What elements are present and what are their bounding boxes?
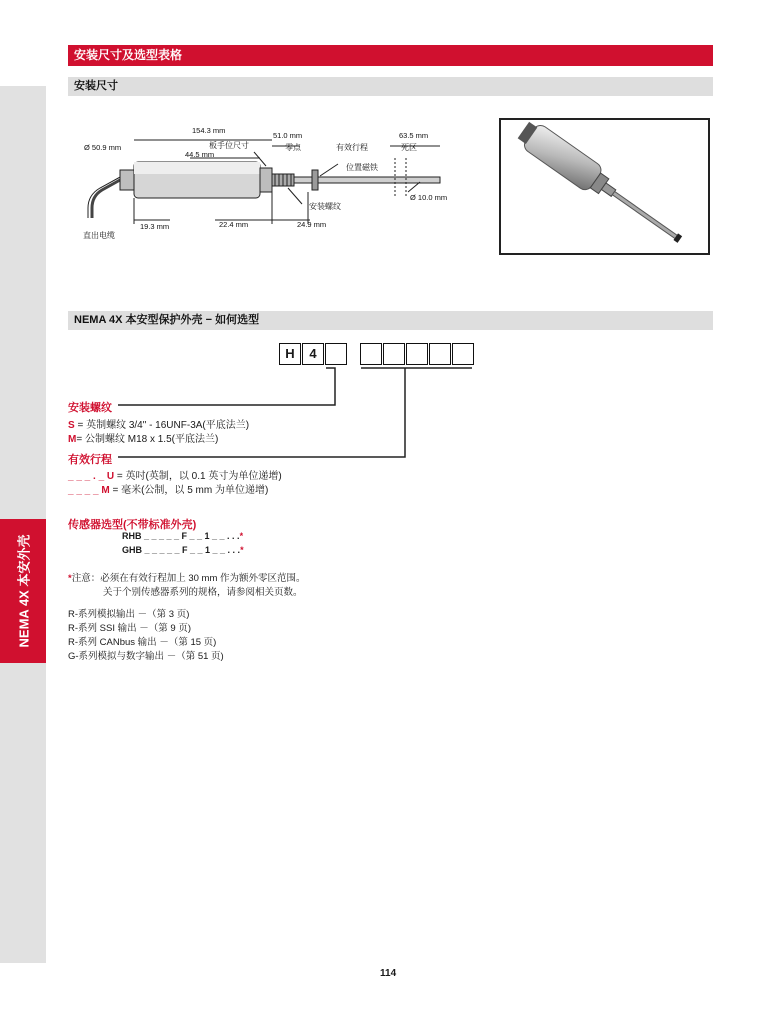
thread-option-m: [68, 430, 218, 445]
note-line-1: [68, 570, 306, 584]
dim-63-5: 63.5 mm: [399, 131, 429, 140]
dim-51-0: 51.0 mm: [273, 131, 303, 140]
label-dead-zone: 死区: [401, 143, 417, 152]
label-zero-point: 零点: [285, 143, 301, 152]
dim-22-4: 22.4 mm: [219, 220, 249, 229]
note-text-1: 注意：必须在有效行程加上 30 mm 作为额外零区范围。: [71, 573, 306, 584]
dim-19-3: 19.3 mm: [140, 222, 170, 231]
ref-g-analog-digital: G-系列模拟与数字输出 －（第 51 页): [68, 651, 224, 662]
sensor-ghb-code: GHB _ _ _ _ _ F _ _ 1 _ _ . . .: [122, 545, 241, 555]
section-title-dimensions: 安装尺寸: [68, 77, 713, 96]
dim-diameter-body: Ø 50.9 mm: [84, 143, 122, 152]
stroke-option-m: [68, 481, 268, 496]
stroke-prefix-m: _ _ _ _: [68, 485, 102, 496]
code-box-1: H: [279, 343, 301, 365]
ref-r-ssi: R-系列 SSI 输出 －（第 9 页): [68, 623, 191, 634]
label-position-magnet: 位置磁铁: [346, 163, 378, 172]
sensor-ghb-star: *: [240, 545, 244, 555]
thread-code-s: S: [68, 420, 75, 431]
stroke-title: 有效行程: [68, 454, 112, 466]
ref-r-analog: R-系列模拟输出 －（第 3 页): [68, 609, 190, 620]
page-number: 114: [380, 968, 397, 979]
note-star: *: [68, 573, 72, 584]
dim-44-5: 44.5 mm: [185, 150, 215, 159]
stroke-text-m: = 毫米(公制，以 5 mm 为单位递增): [109, 485, 269, 496]
label-mounting-thread: 安装螺纹: [309, 202, 341, 211]
sensor-rhb: [122, 531, 243, 541]
page-title: 安装尺寸及选型表格: [68, 45, 713, 66]
side-tab-label: NEMA 4X 本安外壳: [16, 534, 32, 648]
sensor-rhb-star: *: [239, 531, 244, 541]
order-connector-lines: [0, 0, 780, 470]
label-stroke: 有效行程: [336, 143, 368, 152]
label-wrench-size: 板手位尺寸: [209, 141, 249, 150]
code-box-2: 4: [302, 343, 324, 365]
dim-overall-length: 154.3 mm: [192, 126, 226, 135]
thread-text-s: = 英制螺纹 3/4" - 16UNF-3A(平底法兰): [74, 420, 250, 431]
stroke-text-u: = 英吋(英制，以 0.1 英寸为单位递增): [114, 471, 282, 482]
stroke-prefix-u: _ _ _ . _: [68, 471, 107, 482]
stroke-code-u: U: [106, 471, 115, 482]
sensor-rhb-code: RHB _ _ _ _ _ F _ _ 1 _ _ . . .: [122, 531, 240, 541]
thread-code-m: M: [68, 434, 77, 445]
ref-r-canbus: R-系列 CANbus 输出 －（第 15 页): [68, 637, 217, 648]
dim-24-9: 24.9 mm: [297, 220, 327, 229]
section-title-ordering: NEMA 4X 本安型保护外壳 − 如何选型: [68, 311, 713, 330]
thread-text-m: = 公制螺纹 M18 x 1.5(平底法兰): [76, 434, 219, 445]
sensor-ghb: [122, 545, 244, 555]
label-direct-cable: 直出电缆: [83, 231, 115, 240]
dim-rod-diameter: Ø 10.0 mm: [410, 193, 448, 202]
note-line-2: 关于个别传感器系列的规格，请参阅相关页数。: [103, 587, 303, 598]
sensor-title: 传感器选型(不带标准外壳): [68, 519, 197, 531]
stroke-option-u: [68, 467, 282, 482]
thread-title: 安装螺纹: [68, 402, 112, 414]
thread-option-s: [68, 416, 249, 431]
stroke-code-m: M: [101, 485, 110, 496]
